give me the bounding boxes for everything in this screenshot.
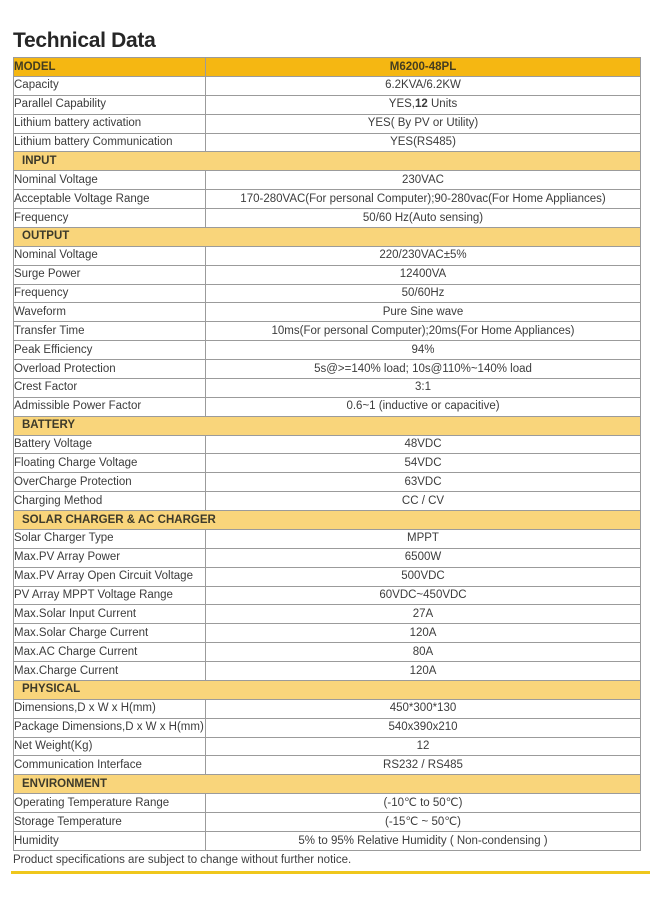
spec-row-value: 12 (206, 737, 641, 756)
section-header-label: PHYSICAL (14, 680, 641, 699)
spec-row-label: Transfer Time (14, 322, 206, 341)
spec-row-label: Solar Charger Type (14, 529, 206, 548)
spec-row (14, 209, 641, 228)
model-header-row (14, 58, 641, 77)
section-header-label: BATTERY (14, 416, 641, 435)
spec-row-label: Net Weight(Kg) (14, 737, 206, 756)
spec-row-value: 230VAC (206, 171, 641, 190)
section-header-row (14, 152, 641, 171)
spec-row-label: Package Dimensions,D x W x H(mm) (14, 718, 206, 737)
spec-row-value: (-15℃ ~ 50℃) (206, 813, 641, 832)
spec-row (14, 95, 641, 114)
spec-value-segment: Units (427, 98, 458, 111)
section-header-label: ENVIRONMENT (14, 775, 641, 794)
spec-row-label: Acceptable Voltage Range (14, 190, 206, 209)
spec-row-value: 540x390x210 (206, 718, 641, 737)
spec-row-value: 50/60Hz (206, 284, 641, 303)
spec-row-value: 5s@>=140% load; 10s@110%~140% load (206, 360, 641, 379)
spec-row-value: 27A (206, 605, 641, 624)
spec-row-label: Max.AC Charge Current (14, 643, 206, 662)
spec-row-value: 3:1 (206, 378, 641, 397)
spec-row-value: 50/60 Hz(Auto sensing) (206, 209, 641, 228)
spec-row (14, 454, 641, 473)
spec-row-value: 10ms(For personal Computer);20ms(For Home Appliances) (206, 322, 641, 341)
page-title: Technical Data (13, 29, 156, 52)
spec-row-value: 450*300*130 (206, 699, 641, 718)
spec-row (14, 567, 641, 586)
spec-row (14, 435, 641, 454)
model-header-value: M6200-48PL (206, 58, 641, 77)
spec-row-label: Surge Power (14, 265, 206, 284)
spec-row-label: Admissible Power Factor (14, 397, 206, 416)
spec-row-label: Max.PV Array Open Circuit Voltage (14, 567, 206, 586)
spec-row (14, 76, 641, 95)
spec-row (14, 378, 641, 397)
spec-row (14, 492, 641, 511)
spec-row (14, 360, 641, 379)
spec-row-label: Peak Efficiency (14, 341, 206, 360)
spec-row (14, 624, 641, 643)
spec-row-value: 80A (206, 643, 641, 662)
spec-row (14, 718, 641, 737)
spec-row-label: Max.PV Array Power (14, 548, 206, 567)
spec-row-label: OverCharge Protection (14, 473, 206, 492)
spec-row-label: Charging Method (14, 492, 206, 511)
spec-row (14, 190, 641, 209)
spec-row (14, 794, 641, 813)
spec-row (14, 831, 641, 850)
spec-row-value: 94% (206, 341, 641, 360)
spec-row (14, 473, 641, 492)
spec-row (14, 643, 641, 662)
section-header-label: INPUT (14, 152, 641, 171)
spec-row-label: Capacity (14, 76, 206, 95)
spec-row-value: MPPT (206, 529, 641, 548)
spec-row-value: Pure Sine wave (206, 303, 641, 322)
spec-row-label: Dimensions,D x W x H(mm) (14, 699, 206, 718)
spec-row (14, 246, 641, 265)
spec-row-value: 5% to 95% Relative Humidity ( Non-condensing ) (206, 831, 641, 850)
spec-row-label: Floating Charge Voltage (14, 454, 206, 473)
section-header-row (14, 775, 641, 794)
spec-row (14, 114, 641, 133)
spec-row-value: 500VDC (206, 567, 641, 586)
spec-row-value: 120A (206, 662, 641, 681)
spec-row-label: Frequency (14, 209, 206, 228)
section-header-row (14, 416, 641, 435)
spec-row-value: 48VDC (206, 435, 641, 454)
spec-row (14, 548, 641, 567)
spec-row (14, 756, 641, 775)
spec-row-label: Communication Interface (14, 756, 206, 775)
section-header-row (14, 227, 641, 246)
spec-row-label: Lithium battery activation (14, 114, 206, 133)
spec-row-value: 6.2KVA/6.2KW (206, 76, 641, 95)
section-header-label: OUTPUT (14, 227, 641, 246)
spec-row (14, 605, 641, 624)
spec-row-label: Max.Solar Input Current (14, 605, 206, 624)
spec-row-label: Battery Voltage (14, 435, 206, 454)
spec-row (14, 586, 641, 605)
spec-row-label: Nominal Voltage (14, 171, 206, 190)
spec-row-label: Max.Charge Current (14, 662, 206, 681)
spec-value-segment: YES, (388, 98, 415, 111)
spec-row (14, 265, 641, 284)
spec-row-value: RS232 / RS485 (206, 756, 641, 775)
spec-row-label: Operating Temperature Range (14, 794, 206, 813)
spec-row-label: Frequency (14, 284, 206, 303)
spec-row-value: (-10℃ to 50℃) (206, 794, 641, 813)
spec-row-label: Waveform (14, 303, 206, 322)
spec-value-segment: 12 (415, 98, 428, 111)
spec-row (14, 529, 641, 548)
spec-row-value (206, 95, 641, 114)
footer-note: Product specifications are subject to change without further notice. (13, 854, 352, 866)
spec-row-label: Humidity (14, 831, 206, 850)
section-header-row (14, 680, 641, 699)
spec-row-value: 0.6~1 (inductive or capacitive) (206, 397, 641, 416)
spec-row-label: Parallel Capability (14, 95, 206, 114)
spec-row (14, 303, 641, 322)
model-header-label: MODEL (14, 58, 206, 77)
bottom-accent-rule (11, 871, 650, 874)
spec-table-body (14, 58, 641, 851)
spec-row-label: Lithium battery Communication (14, 133, 206, 152)
spec-row (14, 737, 641, 756)
spec-row-value: 12400VA (206, 265, 641, 284)
spec-row-value: 54VDC (206, 454, 641, 473)
spec-row-value: 220/230VAC±5% (206, 246, 641, 265)
spec-row-value: 120A (206, 624, 641, 643)
spec-row-value: 63VDC (206, 473, 641, 492)
spec-row-value: 60VDC~450VDC (206, 586, 641, 605)
spec-row (14, 171, 641, 190)
spec-row-value: 170-280VAC(For personal Computer);90-280vac(For Home Appliances) (206, 190, 641, 209)
spec-row-label: Nominal Voltage (14, 246, 206, 265)
spec-row-label: Crest Factor (14, 378, 206, 397)
spec-row (14, 284, 641, 303)
spec-row-label: Max.Solar Charge Current (14, 624, 206, 643)
spec-row (14, 322, 641, 341)
spec-row-label: PV Array MPPT Voltage Range (14, 586, 206, 605)
spec-row (14, 699, 641, 718)
spec-row-value: 6500W (206, 548, 641, 567)
section-header-label: SOLAR CHARGER & AC CHARGER (14, 511, 641, 530)
spec-row (14, 133, 641, 152)
spec-row-label: Storage Temperature (14, 813, 206, 832)
spec-table (13, 57, 641, 851)
spec-row-value: CC / CV (206, 492, 641, 511)
spec-row (14, 341, 641, 360)
section-header-row (14, 511, 641, 530)
spec-row (14, 662, 641, 681)
spec-row-value: YES(RS485) (206, 133, 641, 152)
spec-row-label: Overload Protection (14, 360, 206, 379)
spec-row-value: YES( By PV or Utility) (206, 114, 641, 133)
spec-row (14, 813, 641, 832)
spec-row (14, 397, 641, 416)
